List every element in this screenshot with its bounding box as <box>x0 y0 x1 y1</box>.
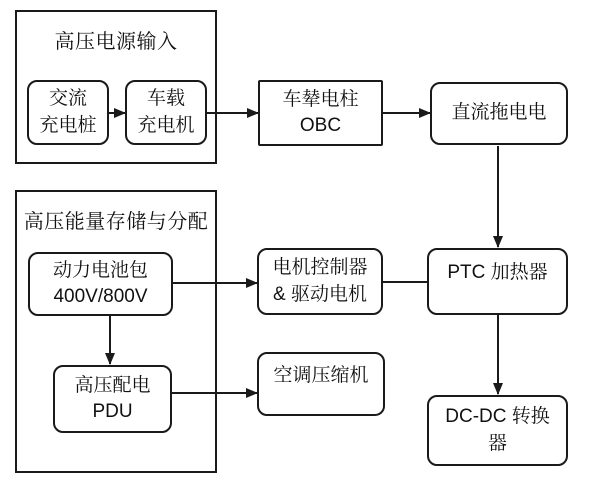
node-dc-charging <box>430 82 568 145</box>
node-ac-charging-pile <box>27 80 109 145</box>
node-label-line: 动力电池包 <box>52 259 148 281</box>
node-label-line: DC-DC 转换器 <box>445 406 550 454</box>
node-label-line: 400V/800V <box>53 286 148 307</box>
node-label-line: 充电机 <box>137 114 195 136</box>
node-label-line: OBC <box>299 115 342 136</box>
node-obc <box>258 80 383 146</box>
group-power-input-title: 高压电源输入 <box>54 31 178 53</box>
node-onboard-charger <box>125 80 207 145</box>
node-label-line: 电机控制器 <box>272 257 368 279</box>
node-label-line: 车辇电柱 <box>282 88 359 110</box>
node-label-line: 空调压缩机 <box>273 364 369 386</box>
node-ac-compressor <box>257 352 385 416</box>
group-energy-storage-title: 高压能量存储与分配 <box>23 211 209 233</box>
node-hv-pdu <box>53 365 172 433</box>
node-label-line: 高压配电 <box>74 374 151 396</box>
node-label-line: & 驱动电机 <box>273 283 367 305</box>
node-label-line: PDU <box>92 401 133 422</box>
node-label-line: PTC 加热器 <box>447 262 548 284</box>
node-label-line: 车载 <box>146 88 185 110</box>
node-label-line: 交流 <box>48 88 87 110</box>
node-ptc-heater <box>427 248 568 315</box>
node-label-line: 充电桩 <box>39 114 97 136</box>
node-battery-pack <box>28 252 173 316</box>
node-motor-controller <box>257 248 383 315</box>
node-dcdc-converter <box>427 395 568 466</box>
node-label-line: 直流拖电电 <box>451 102 547 124</box>
